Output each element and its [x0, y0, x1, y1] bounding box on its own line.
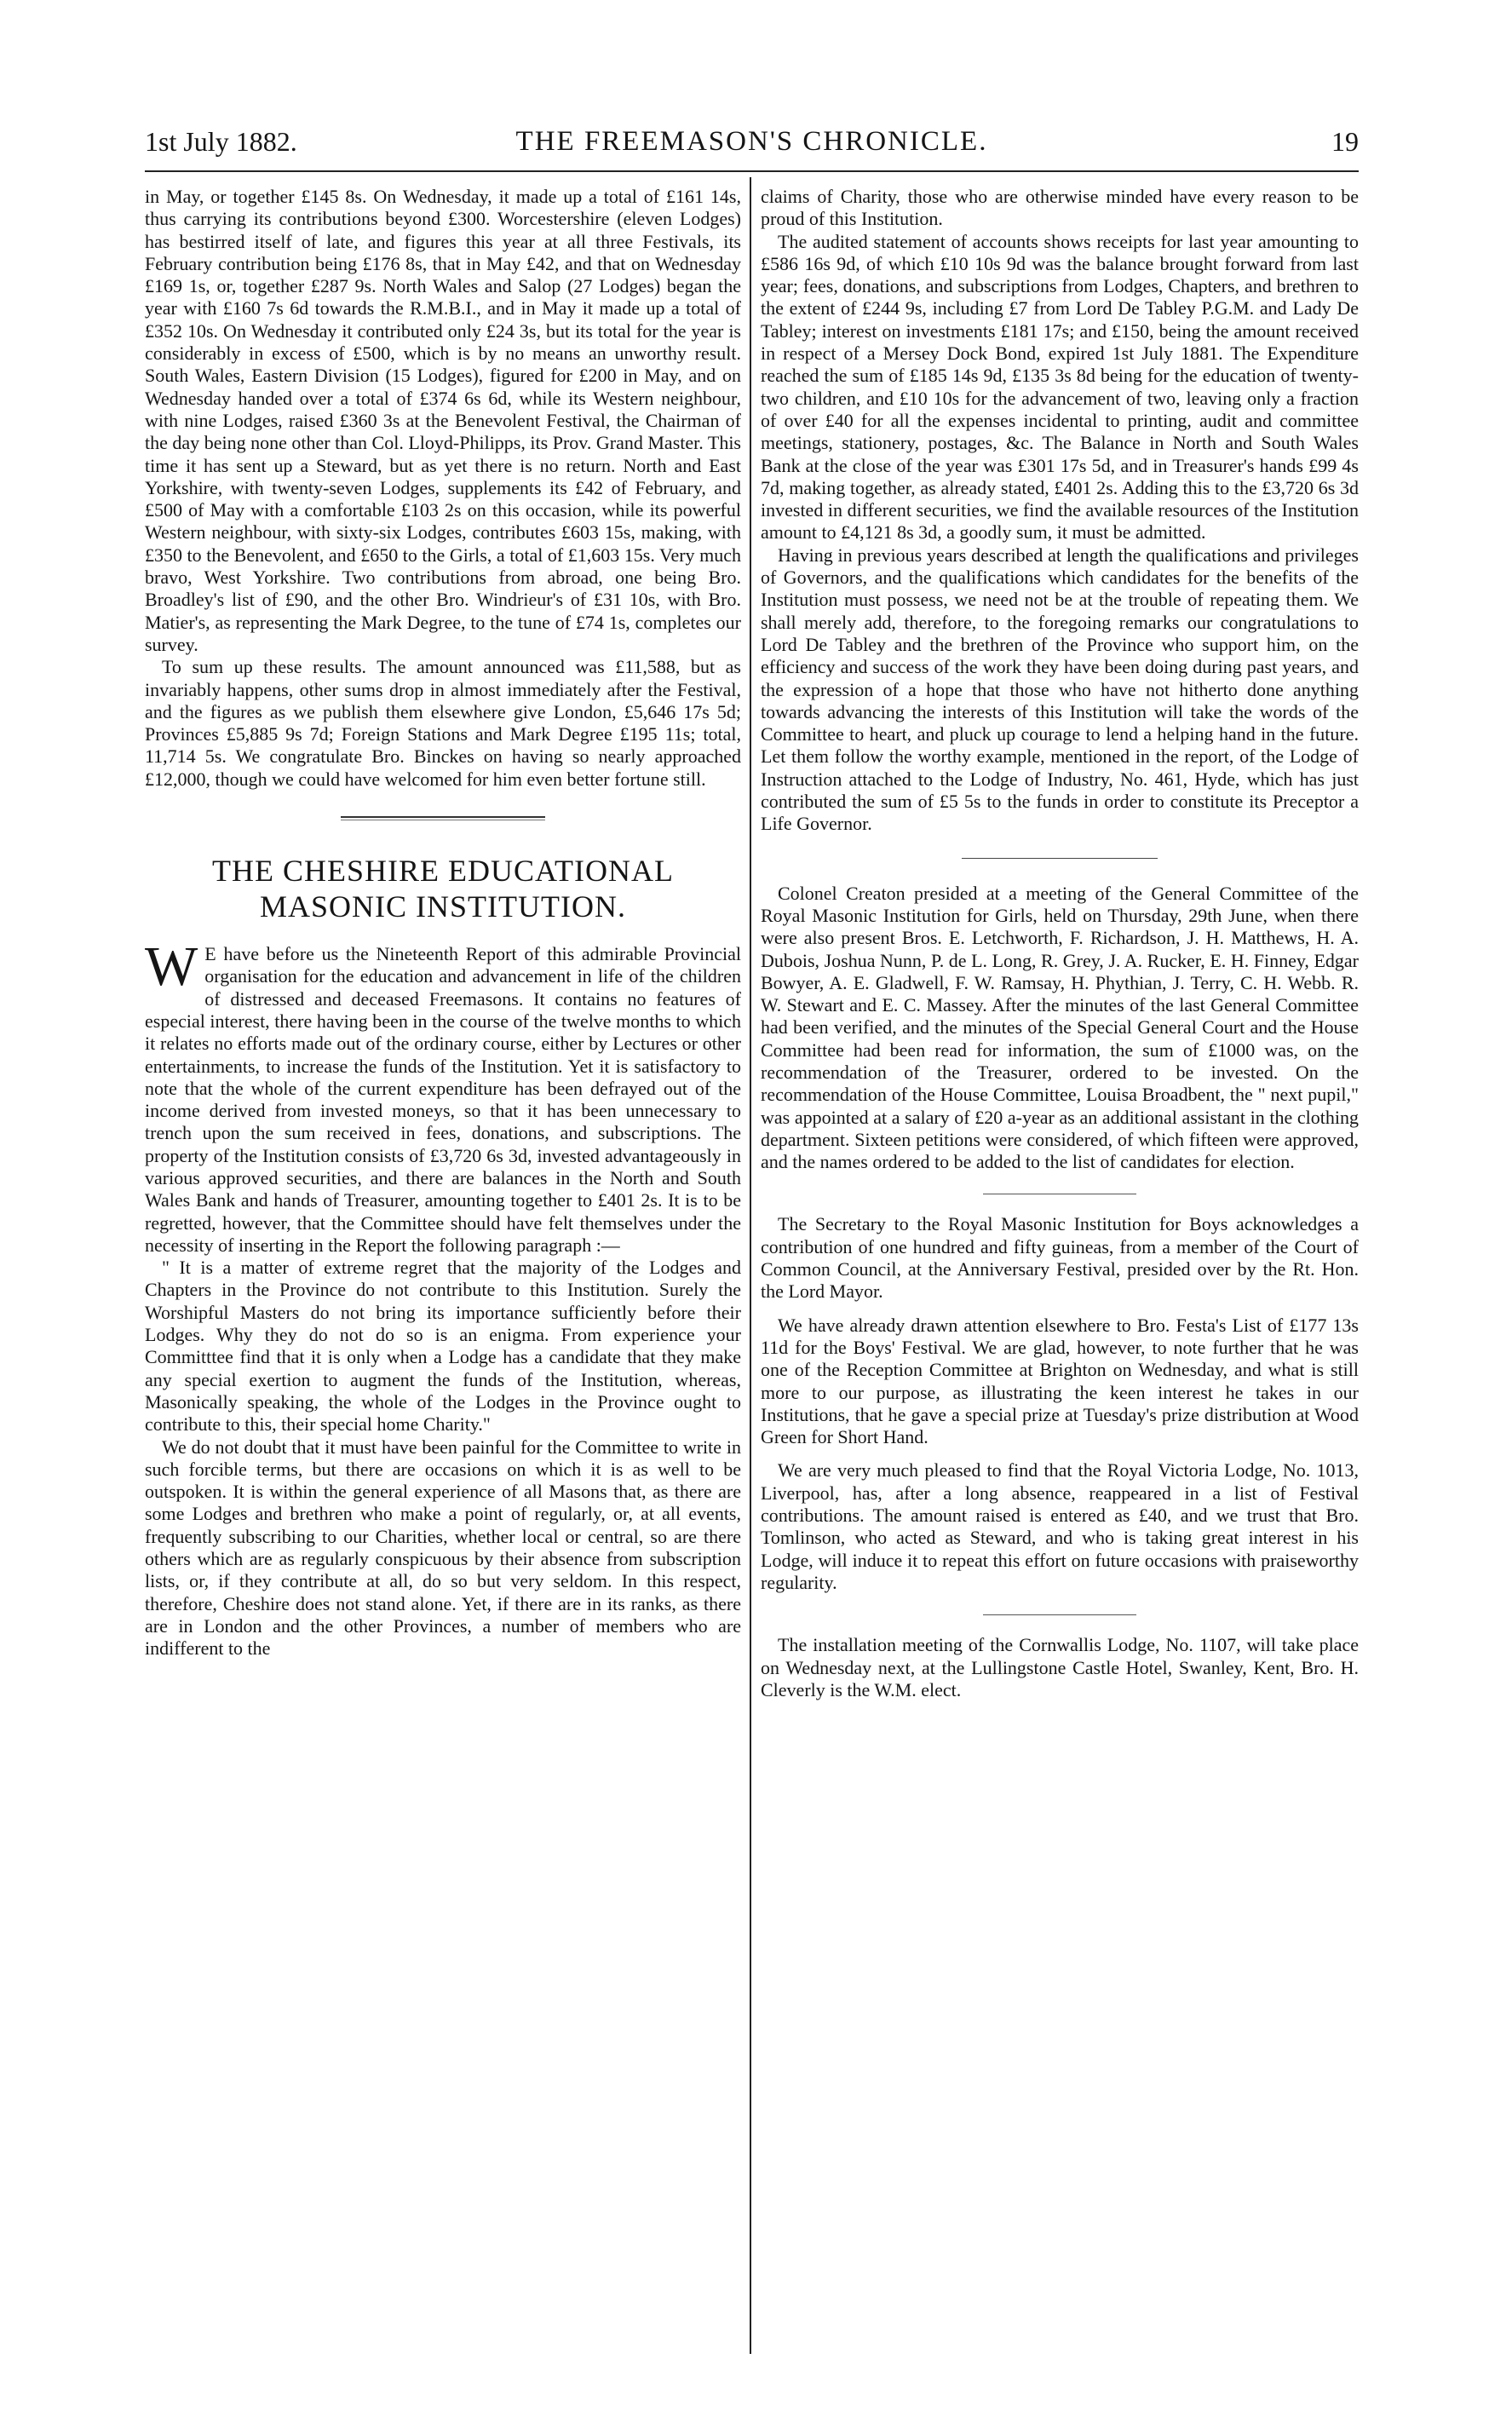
boys-institution-paragraph: The Secretary to the Royal Masonic Institution for Boys acknowledges a contribution of one hundred and fifty guineas, from a member of the Court of Common Council, at the Anniversary Festival, presided over by the Rt. Hon. the Lord Mayor. [761, 1213, 1359, 1303]
royal-victoria-lodge-paragraph: We are very much pleased to find that the Royal Victoria Lodge, No. 1013, Liverpool, has, after a long absence, reappeared in a list of Festival contributions. The amount raised is entered as £40, and we trust that Bro. Tomlinson, who acted as Steward, and who is taking great interest in his Lodge, will induce it to repeat this effort on future occasions with praiseworthy regularity. [761, 1459, 1359, 1593]
accounts-paragraph: The audited statement of accounts shows receipts for last year amounting to £586 16s 9d, of which £10 10s 9d was the balance brought forward from last year; fees, donations, and subscriptions from Lodges, Chapters, and brethren to the extent of £244 9s, including £7 from Lord De Tabley P.G.M. and Lady De Tabley; interest on investments £181 17s; and £150, being the amount received in respect of a Mersey Dock Bond, expired 1st July 1881. The Expenditure reached the sum of £185 14s 9d, £135 3s 8d being for the education of twenty-two children, and £10 10s for the advancement of two, leaving only a fraction of over £40 for all the expenses incidental to printing, audit and committee meetings, stationery, postages, &c. The Balance in North and South Wales Bank at the close of the year was £301 17s 5d, and in Treasurer's hands £99 4s 7d, making together, as already stated, £401 2s. Adding this to the £3,720 6s 3d invested in different securities, we find the available resources of the Institution amount to £4,121 8s 3d, a goodly sum, it must be admitted. [761, 230, 1359, 544]
item-divider [962, 858, 1158, 859]
issue-date: 1st July 1882. [145, 126, 297, 157]
section-heading [145, 853, 741, 924]
header-rule [145, 170, 1359, 172]
section-divider [341, 816, 545, 820]
right-column [761, 186, 1359, 2350]
commentary-paragraph: We do not doubt that it must have been painful for the Committee to write in such forcible terms, but there are occasions on which it is as well to be outspoken. It is within the general experience of all Masons that, as there are some Lodges and brethren who make a point of regularly, or, at all events, frequently subscribing to our Charities, whether local or central, so are there others which are as regularly conspicuous by their absence from subscription lists, or, if they contribute at all, do so but very seldom. In this respect, therefore, Cheshire does not stand alone. Yet, if there are in its ranks, as there are in London and the other Provinces, a number of members who are indifferent to the [145, 1436, 741, 1660]
qualifications-paragraph: Having in previous years described at length the qualifications and privileges of Governors, and the qualifications which candidates for the benefits of the Institution must possess, we need not be at the trouble of repeating them. We shall merely add, therefore, to the foregoing remarks our congratulations to Lord De Tabley and the brethren of the Province who support him, on the efficiency and success of the work they have been doing during past years, and the expression of a hope that those who have not hitherto done anything towards advancing the interests of this Institution will take the words of the Committee to heart, and pluck up courage to lend a helping hand in the future. Let them follow the worthy example, mentioned in the report, of the Lodge of Instruction attached to the Lodge of Industry, No. 461, Hyde, which has just contributed the sum of £5 5s to the funds in order to constitute its Preceptor a Life Governor. [761, 544, 1359, 835]
section-heading-line-1: THE CHESHIRE EDUCATIONAL [212, 854, 674, 889]
left-column [145, 186, 741, 2350]
section-heading-line-2: MASONIC INSTITUTION. [260, 889, 626, 924]
festival-returns-paragraph: in May, or together £145 8s. On Wednesday, it made up a total of £161 14s, thus carrying its contributions beyond £300. Worcestershire (eleven Lodges) has bestirred itself of late, and figures this year at all three Festivals, its February contribution being £176 8s, that in May £42, and that on Wednesday £169 1s, or, together £287 9s. North Wales and Salop (27 Lodges) began the year with £160 7s 6d towards the R.M.B.I., and in May it made up a total of £352 10s. On Wednesday it contributed only £24 3s, but its total for the year is considerably in excess of £500, which is by no means an unworthy result. South Wales, Eastern Division (15 Lodges), figured for £200 in May, and on Wednesday handed over a total of £374 6s 6d, while its Western neighbour, with nine Lodges, raised £360 3s at the Benevolent Festival, the Chairman of the day being none other than Col. Lloyd-Philipps, its Prov. Grand Master. This time it has sent up a Steward, but as yet there is no return. North and East Yorkshire, with twenty-seven Lodges, supplements its £42 of February, and £500 of May with a comfortable £103 2s on this occasion, while its powerful Western neighbour, with sixty-six Lodges, contributes £603 15s, making, with £350 to the Benevolent, and £650 to the Girls, a total of £1,603 15s. Very much bravo, West Yorkshire. Two contributions from abroad, one being Bro. Broadley's list of £90, and the other Bro. Windrieur's of £31 10s, with Bro. Matier's, as representing the Mark Degree, to the tune of £74 1s, completes our survey. [145, 186, 741, 655]
girls-committee-paragraph: Colonel Creaton presided at a meeting of the General Committee of the Royal Masonic Institution for Girls, held on Thursday, 29th June, when there were also present Bros. E. Letchworth, F. Richardson, J. H. Matthews, H. A. Dubois, Joshua Nunn, P. de L. Long, R. Grey, J. A. Rucker, E. H. Finney, Edgar Bowyer, A. E. Gladwell, F. W. Ramsay, H. Phythian, J. Terry, C. H. Webb. R. W. Stewart and E. C. Massey. After the minutes of the last General Committee had been verified, and the minutes of the Special General Court and the House Committee had been read for information, the sum of £1000 was, on the recommendation of the Treasurer, ordered to be invested. On the recommendation of the House Committee, Louisa Broadbent, the " next pupil," was appointed at a salary of £20 a-year as an additional assistant in the clothing department. Sixteen petitions were considered, of which fifteen were approved, and the names ordered to be added to the list of candidates for election. [761, 882, 1359, 1173]
festa-list-paragraph: We have already drawn attention elsewhere to Bro. Festa's List of £177 13s 11d for the Boys' Festival. We are glad, however, to note further that he was one of the Reception Committee at Brighton on Wednesday, and what is still more to our purpose, as illustrating the keen interest he takes in our Institutions, that he gave a special prize at Tuesday's prize distribution at Wood Green for Short Hand. [761, 1314, 1359, 1448]
column-divider [750, 177, 751, 2354]
drop-capital: W [145, 935, 198, 998]
page-number: 19 [1331, 126, 1359, 157]
report-intro-paragraph [145, 935, 741, 1257]
charity-continuation-paragraph: claims of Charity, those who are otherwise minded have every reason to be proud of this Institution. [761, 186, 1359, 230]
report-intro-text: E have before us the Nineteenth Report of this admirable Provincial organisation for the education and advancement in life of the children of distressed and deceased Freemasons. It contains no features of especial interest, there having been in the course of the twelve months to which it relates no efforts made out of the ordinary course, either by Lectures or other entertainments, to increase the funds of the Institution. Yet it is satisfactory to note that the whole of the current expenditure has been defrayed out of the income derived from invested moneys, so that it has been unnecessary to trench upon the sum received in fees, donations, and subscriptions. The property of the Institution consists of £3,720 6s 3d, invested advantageously in various approved securities, and there are balances in the North and South Wales Bank and hands of Treasurer, amounting together to £401 2s. It is to be regretted, however, that the Committee should have felt themselves under the necessity of inserting in the Report the following paragraph :— [145, 943, 741, 1256]
page-header [145, 126, 1359, 167]
publication-title: THE FREEMASON'S CHRONICLE. [515, 126, 988, 157]
item-divider [983, 1614, 1136, 1615]
committee-quote-paragraph: " It is a matter of extreme regret that the majority of the Lodges and Chapters in the Province do not contribute to this Institution. Surely the Worshipful Masters do not bring its importance sufficiently before their Lodges. Why they do not do so is an enigma. From experience your Committtee find that it is only when a Lodge has a candidate that they make any special exertion to augment the funds of the Institution, whereas, Masonically speaking, the whole of the Lodges in the Province ought to contribute to this, their special home Charity." [145, 1257, 741, 1436]
summary-paragraph: To sum up these results. The amount announced was £11,588, but as invariably happens, other sums drop in almost immediately after the Festival, and the figures as we publish them elsewhere give London, £5,646 17s 5d; Provinces £5,885 9s 7d; Foreign Stations and Mark Degree £195 11s; total, 11,714 5s. We congratulate Bro. Binckes on having so nearly approached £12,000, though we could have welcomed for him even better fortune still. [145, 656, 741, 790]
cornwallis-lodge-paragraph: The installation meeting of the Cornwallis Lodge, No. 1107, will take place on Wednesday next, at the Lullingstone Castle Hotel, Swanley, Kent, Bro. H. Cleverly is the W.M. elect. [761, 1634, 1359, 1700]
